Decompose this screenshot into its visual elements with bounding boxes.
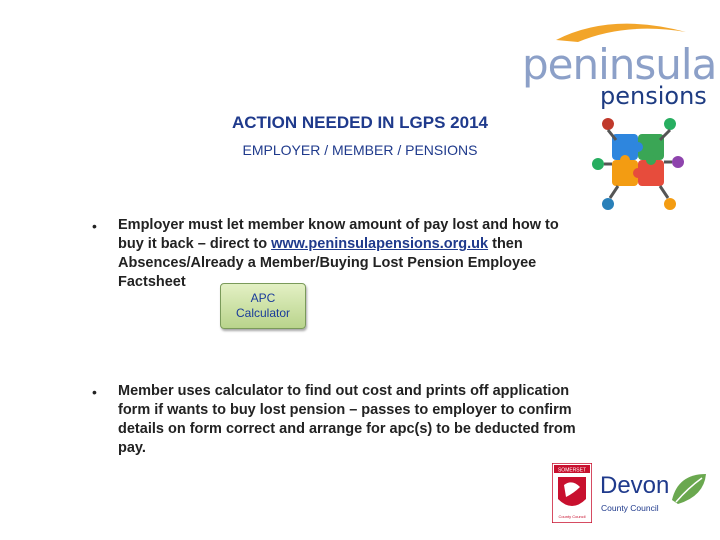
somerset-crest-logo [552,463,592,523]
logo-text-peninsula: peninsula [522,40,717,89]
somerset-sub-label: County Council [558,514,586,519]
bullet-2-line-3: details on form correct and arrange for apc(s) to be deducted from [118,421,576,437]
bullet-text-2 [118,382,618,458]
apc-button-line-2: Calculator [235,306,291,320]
bullet-marker-2: • [92,384,97,400]
bullet-text-1 [118,216,618,292]
bullet-marker-1: • [92,218,97,234]
bullet-2-line-2: form if wants to buy lost pension – passes to employer to confirm [118,402,572,418]
puzzle-people-icon [588,112,688,212]
peninsula-pensions-link[interactable]: www.peninsulapensions.org.uk [271,236,489,252]
apc-calculator-button[interactable] [220,283,306,329]
devon-leaf-icon [668,470,710,510]
page-subtitle: EMPLOYER / MEMBER / PENSIONS [242,142,478,158]
apc-button-line-1: APC [250,291,276,305]
peninsula-pensions-logo [516,18,717,110]
bullet-1-line-2 [118,235,618,254]
logo-text-pensions: pensions [600,82,707,110]
bullet-2-line-4: pay. [118,440,146,456]
bullet-1-line-3: Absences/Already a Member/Buying Lost Pension Employee [118,255,537,271]
bullet-1-line-2b: then [488,236,523,252]
bullet-1-line-4: Factsheet [118,274,186,290]
bullet-1-line-2a: buy it back – direct to [118,236,272,252]
devon-council-label: County Council [601,503,659,513]
bullet-2-line-1: Member uses calculator to find out cost and prints off application [118,383,570,399]
page-title: ACTION NEEDED IN LGPS 2014 [231,113,488,132]
bullet-1-line-1: Employer must let member know amount of pay lost and how to [118,217,559,233]
somerset-label: SOMERSET [557,467,587,474]
devon-name: Devon [600,472,670,499]
devon-county-council-logo [600,470,710,520]
